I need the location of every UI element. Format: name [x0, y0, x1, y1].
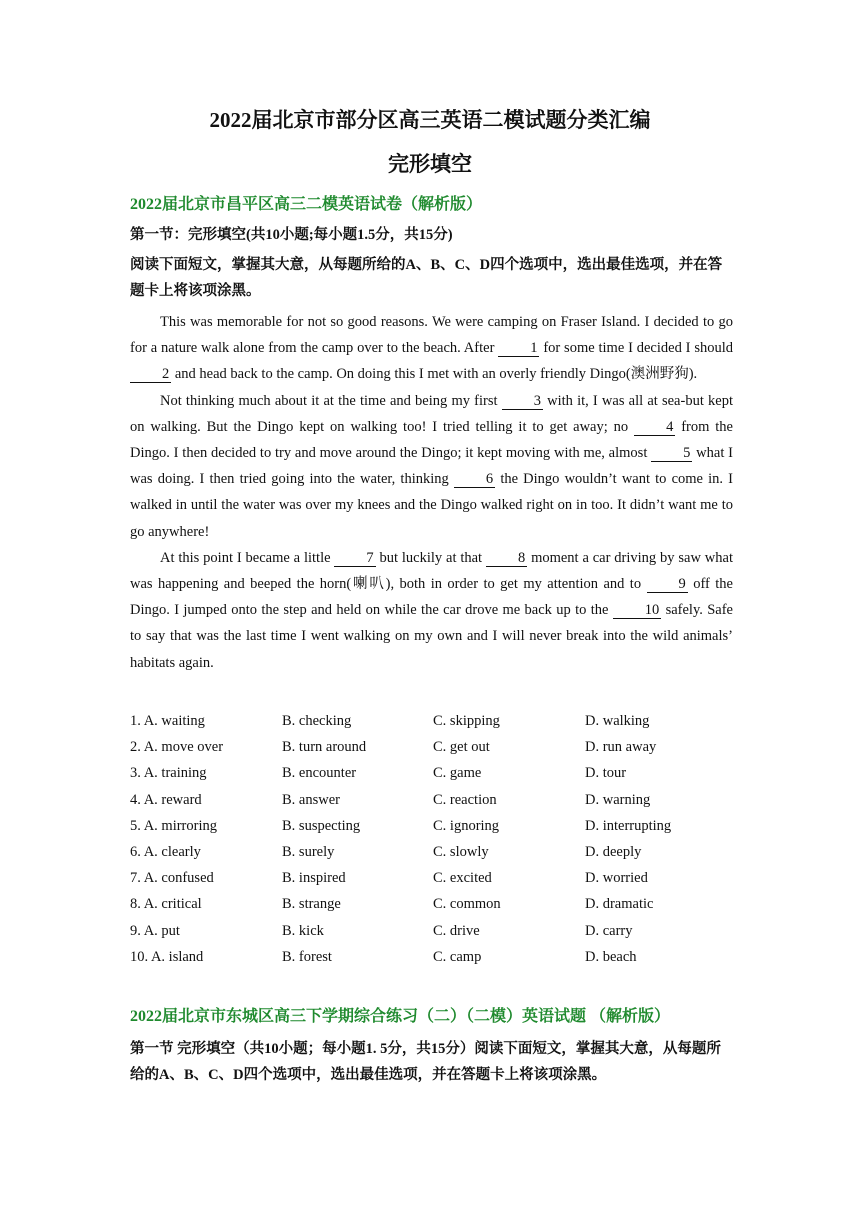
- option-d: D. beach: [585, 948, 637, 965]
- passage-text: Not thinking much about it at the time and being my first: [160, 392, 502, 409]
- option-d: D. walking: [585, 713, 650, 729]
- option-c: C. drive: [433, 922, 480, 939]
- section-1-instructions: 阅读下面短文，掌握其大意，从每题所给的A、B、C、D四个选项中，选出最佳选项，并在答题卡上将该项涂黑。: [130, 257, 723, 299]
- option-a: 1. A. waiting: [130, 713, 205, 729]
- option-c: C. game: [433, 765, 482, 782]
- blank-5: 5: [651, 445, 692, 462]
- option-b: B. kick: [282, 922, 324, 939]
- passage-paragraph: [130, 309, 733, 388]
- option-row: [130, 760, 730, 786]
- option-row: [130, 813, 730, 839]
- passage-text: what I was doing. I then tried going into the water, thinking: [130, 445, 733, 488]
- option-row: [130, 918, 730, 944]
- option-c: C. common: [433, 896, 501, 913]
- blank-1: 1: [498, 340, 539, 357]
- passage-text: safely. Safe to say that was the last time I went walking on my own and I will never break into the wild animals’ habitats again.: [130, 602, 733, 671]
- option-c: C. ignoring: [433, 817, 500, 834]
- blank-8: 8: [486, 550, 527, 567]
- blank-10: 10: [613, 602, 662, 619]
- option-b: B. encounter: [282, 765, 357, 782]
- passage-paragraph: [130, 388, 733, 545]
- option-c: C. skipping: [433, 713, 500, 729]
- option-row: [130, 708, 730, 734]
- option-d: D. dramatic: [585, 896, 654, 913]
- option-c: C. slowly: [433, 843, 489, 860]
- option-row: [130, 839, 730, 865]
- blank-7: 7: [334, 550, 375, 567]
- blank-6: 6: [454, 471, 495, 488]
- option-c: C. camp: [433, 948, 482, 965]
- option-a: 4. A. reward: [130, 791, 202, 808]
- section-2-heading: 2022届北京市东城区高三下学期综合练习（二）（二模）英语试题 （解析版）: [130, 1008, 671, 1025]
- option-a: 2. A. move over: [130, 739, 224, 756]
- passage-paragraph: [130, 545, 733, 676]
- option-c: C. reaction: [433, 791, 497, 808]
- option-row: [130, 944, 730, 970]
- option-b: B. answer: [282, 791, 340, 808]
- option-a: 9. A. put: [130, 922, 180, 939]
- option-a: 10. A. island: [130, 948, 204, 965]
- option-a: 6. A. clearly: [130, 843, 201, 860]
- option-b: B. inspired: [282, 870, 346, 887]
- document-subtitle: 完形填空: [388, 152, 472, 176]
- passage-text: from the Dingo. I then decided to try and move around the Dingo; it kept moving with me, almost: [130, 418, 733, 462]
- passage-text: This was memorable for not so good reasons. We were camping on Fraser Island. I decided to go for a nature walk alone from the camp over to the beach. After: [130, 314, 733, 357]
- section-1-part-label: 第一节：完形填空(共10小题;每小题1.5分，共15分): [130, 227, 453, 243]
- option-b: B. forest: [282, 948, 332, 965]
- option-row: [130, 865, 730, 891]
- passage-text: At this point I became a little: [160, 549, 335, 566]
- option-b: B. checking: [282, 713, 352, 729]
- section-2-instructions: 第一节 完形填空（共10小题；每小题1. 5分，共15分）阅读下面短文，掌握其大意，从每题所给的A、B、C、D四个选项中，选出最佳选项，并在答题卡上将该项涂黑。: [130, 1041, 721, 1083]
- option-d: D. carry: [585, 922, 633, 939]
- passage-text: off the Dingo. I jumped onto the step and held on while the car drove me back up to the: [130, 576, 733, 619]
- option-a: 5. A. mirroring: [130, 817, 217, 834]
- blank-2: 2: [130, 366, 171, 383]
- document-title: 2022届北京市部分区高三英语二模试题分类汇编: [209, 108, 651, 132]
- section-1-heading: 2022届北京市昌平区高三二模英语试卷（解析版）: [130, 196, 483, 213]
- option-c: C. get out: [433, 739, 490, 756]
- blank-4: 4: [634, 419, 675, 436]
- option-a: 3. A. training: [130, 765, 207, 782]
- passage-text: for some time I decided I should: [539, 340, 733, 357]
- cloze-passage: [130, 309, 733, 676]
- option-row: [130, 787, 730, 813]
- option-b: B. turn around: [282, 739, 367, 756]
- option-row: [130, 891, 730, 917]
- option-c: C. excited: [433, 870, 492, 887]
- passage-text: but luckily at that: [375, 549, 486, 566]
- option-b: B. suspecting: [282, 817, 361, 834]
- option-b: B. surely: [282, 843, 335, 860]
- passage-text: and head back to the camp. On doing this I met with an overly friendly Dingo(澳洲野狗).: [171, 366, 698, 383]
- passage-text: the Dingo wouldn’t want to come in. I walked in until the water was over my knees and the Dingo walked right on in too. It didn’t want me to go anywhere!: [130, 471, 734, 540]
- option-a: 7. A. confused: [130, 870, 214, 887]
- option-d: D. interrupting: [585, 817, 672, 834]
- blank-3: 3: [502, 393, 543, 410]
- option-d: D. tour: [585, 765, 627, 782]
- blank-9: 9: [647, 576, 688, 593]
- option-d: D. run away: [585, 739, 657, 756]
- option-a: 8. A. critical: [130, 896, 202, 913]
- option-row: [130, 734, 730, 760]
- option-d: D. deeply: [585, 843, 642, 860]
- option-d: D. warning: [585, 791, 651, 808]
- answer-options: [130, 708, 730, 970]
- option-d: D. worried: [585, 870, 648, 887]
- option-b: B. strange: [282, 896, 341, 913]
- passage-text: moment a car driving by saw what was happening and beeped the horn(喇叭), both in order to get my attention and to: [130, 549, 733, 593]
- passage-text: with it, I was all at sea-but kept on walking. But the Dingo kept on walking too! I tried telling it to get away; no: [130, 392, 733, 435]
